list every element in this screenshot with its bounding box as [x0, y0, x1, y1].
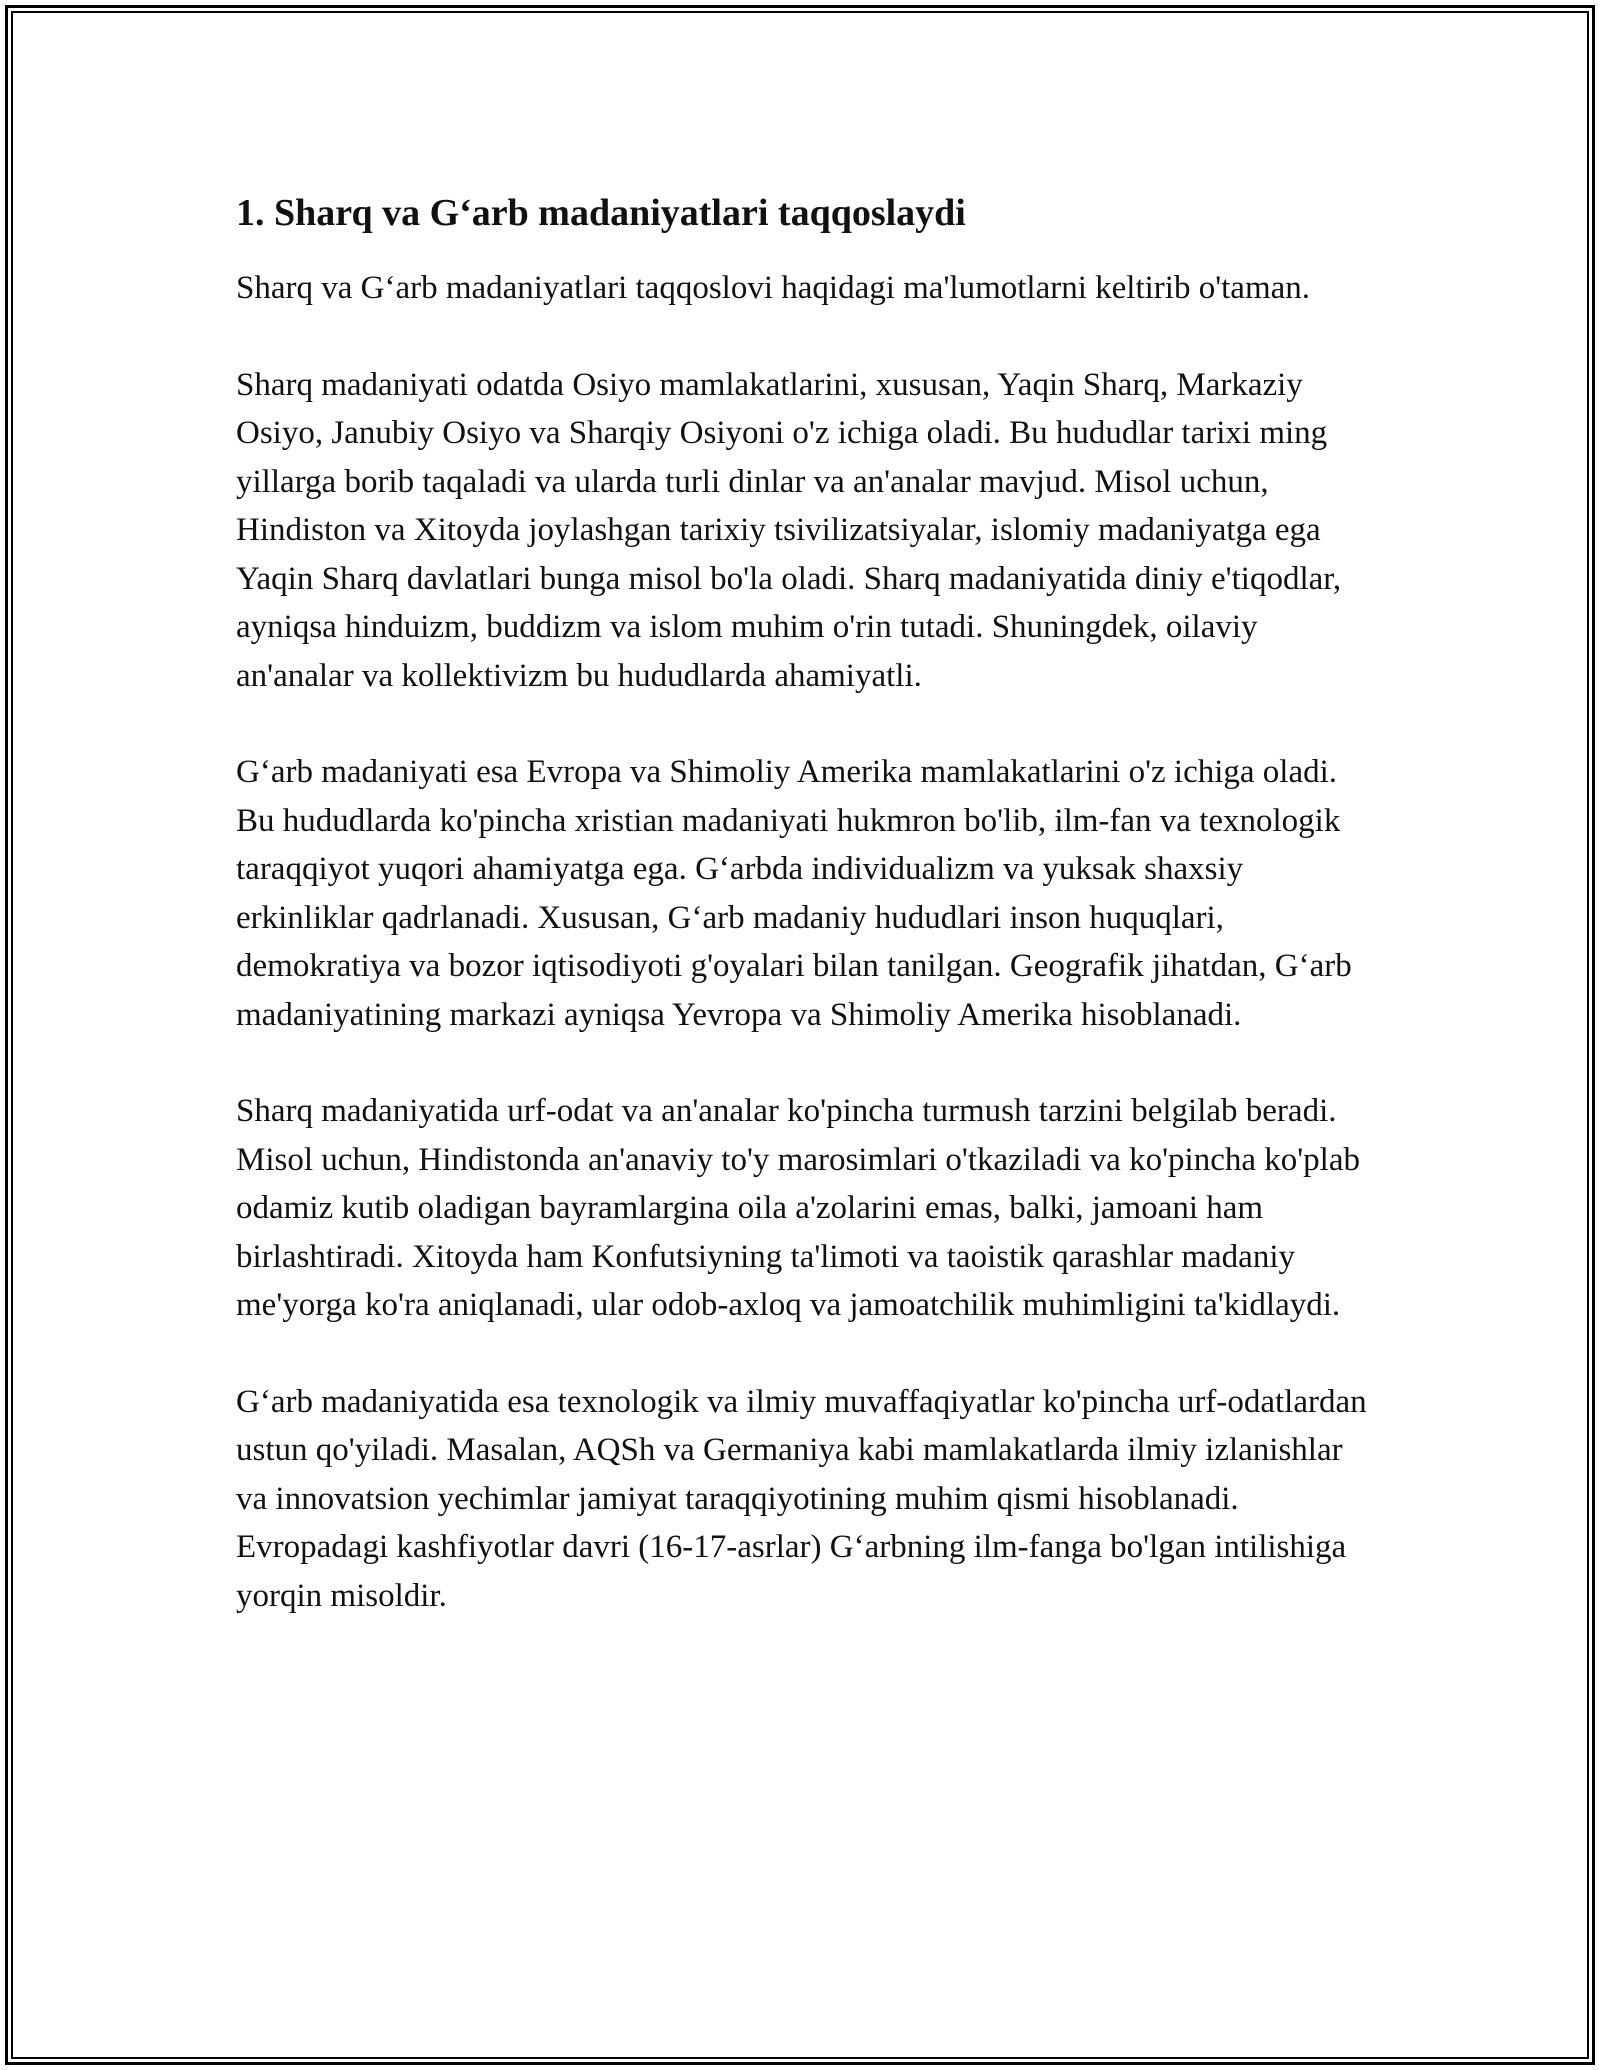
section-title: 1. Sharq va G‘arb madaniyatlari taqqoslaydi [236, 192, 966, 234]
paragraph-western-culture: G‘arb madaniyati esa Evropa va Shimoliy Amerika mamlakatlarini o'z ichiga oladi. Bu hududlarda ko'pincha xristian madaniyati hukmron bo'lib, ilm-fan va texnologik taraqqiyot yuqori ahamiyatga ega. G‘arbda individualizm va yuksak shaxsiy erkinliklar qadrlanadi. Xususan, G‘arb madaniy hududlari inson huquqlari, demokratiya va bozor iqtisodiyoti g'oyalari bilan tanilgan. Geografik jihatdan, G‘arb madaniyatining markazi ayniqsa Yevropa va Shimoliy Amerika hisoblanadi. [236, 754, 1352, 1033]
paragraph-eastern-traditions: Sharq madaniyatida urf-odat va an'analar ko'pincha turmush tarzini belgilab beradi. Misol uchun, Hindistonda an'anaviy to'y marosimlari o'tkaziladi va ko'pincha ko'plab odamiz kutib oladigan bayramlargina oila a'zolarini emas, balki, jamoani ham birlashtiradi. Xitoyda ham Konfutsiyning ta'limoti va taoistik qarashlar madaniy me'yorga ko'ra aniqlanadi, ular odob-axloq va jamoatchilik muhimligini ta'kidlaydi. [236, 1093, 1360, 1323]
paragraph-western-science: G‘arb madaniyatida esa texnologik va ilmiy muvaffaqiyatlar ko'pincha urf-odatlardan ustun qo'yiladi. Masalan, AQSh va Germaniya kabi mamlakatlarda ilmiy izlanishlar va innovatsion yechimlar jamiyat taraqqiyotining muhim qismi hisoblanadi. Evropadagi kashfiyotlar davri (16-17-asrlar) G‘arbning ilm-fanga bo'lgan intilishiga yorqin misoldir. [236, 1383, 1367, 1614]
paragraph-eastern-culture: Sharq madaniyati odatda Osiyo mamlakatlarini, xususan, Yaqin Sharq, Markaziy Osiyo, Janubiy Osiyo va Sharqiy Osiyoni o'z ichiga oladi. Bu hududlar tarixi ming yillarga borib taqaladi va ularda turli dinlar va an'analar mavjud. Misol uchun, Hindiston va Xitoyda joylashgan tarixiy tsivilizatsiyalar, islomiy madaniyatga ega Yaqin Sharq davlatlari bunga misol bo'la oladi. Sharq madaniyatida diniy e'tiqodlar, ayniqsa hinduizm, buddizm va islom muhim o'rin tutadi. Shuningdek, oilaviy an'analar va kollektivizm bu hududlarda ahamiyatli. [236, 366, 1342, 694]
document-body [236, 188, 1372, 1668]
paragraph-intro: Sharq va G‘arb madaniyatlari taqqoslovi haqidagi ma'lumotlarni keltirib o'taman. [236, 270, 1311, 306]
